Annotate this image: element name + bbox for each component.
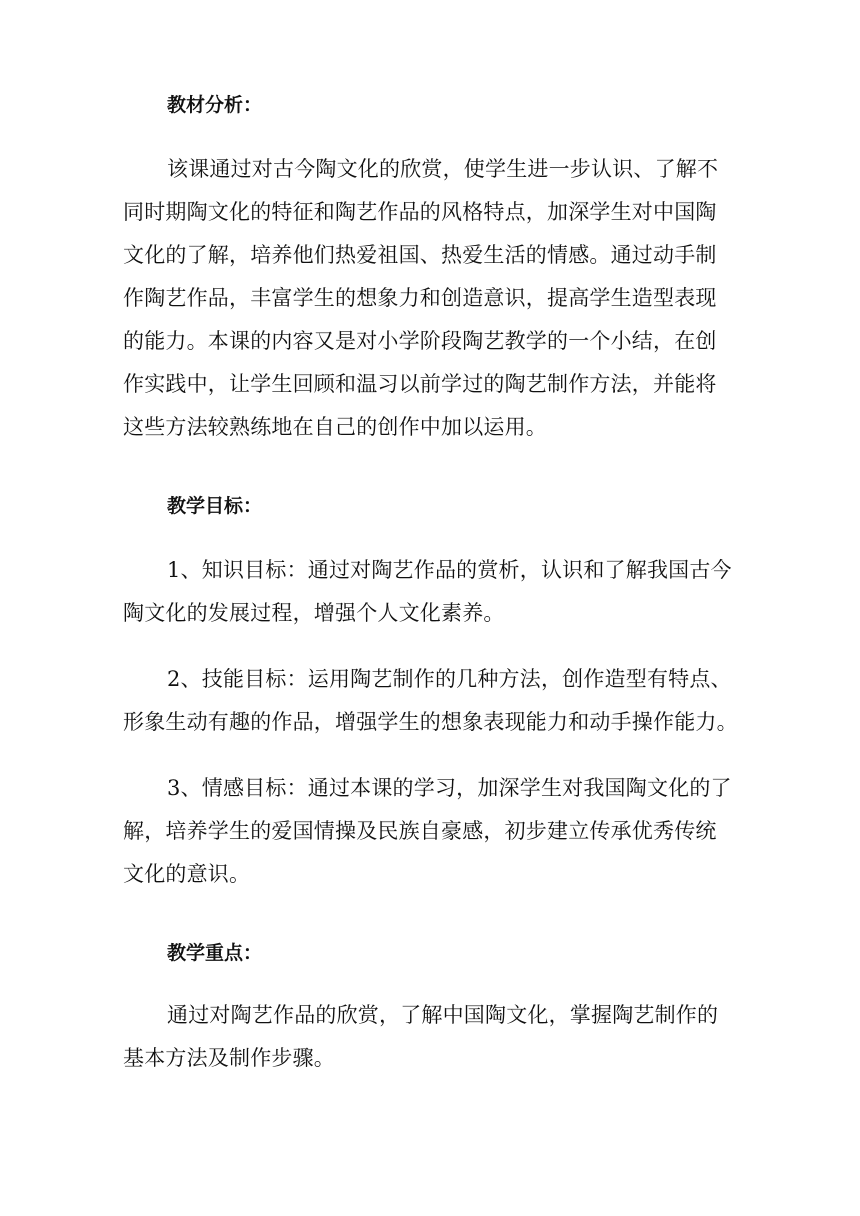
paragraph-line: 的能力。本课的内容又是对小学阶段陶艺教学的一个小结，在创 <box>123 329 717 353</box>
section-heading-objectives: 教学目标： <box>167 495 263 517</box>
paragraph-line: 陶文化的发展过程，增强个人文化素养。 <box>123 601 505 625</box>
paragraph-line: 3、情感目标：通过本课的学习，加深学生对我国陶文化的了 <box>167 776 732 800</box>
section-heading-key-points: 教学重点： <box>167 942 263 964</box>
paragraph-line: 1、知识目标：通过对陶艺作品的赏析，认识和了解我国古今 <box>167 558 732 582</box>
paragraph-line: 这些方法较熟练地在自己的创作中加以运用。 <box>123 415 547 439</box>
paragraph-line: 该课通过对古今陶文化的欣赏，使学生进一步认识、了解不 <box>167 157 719 181</box>
paragraph-line: 2、技能目标：运用陶艺制作的几种方法，创作造型有特点、 <box>167 667 732 691</box>
paragraph-line: 形象生动有趣的作品，增强学生的想象表现能力和动手操作能力。 <box>123 710 738 734</box>
paragraph-line: 作陶艺作品，丰富学生的想象力和创造意识，提高学生造型表现 <box>123 286 717 310</box>
paragraph-line: 通过对陶艺作品的欣赏，了解中国陶文化，掌握陶艺制作的 <box>167 1003 719 1027</box>
paragraph-line: 文化的了解，培养他们热爱祖国、热爱生活的情感。通过动手制 <box>123 243 717 267</box>
section-heading-analysis: 教材分析： <box>167 94 263 116</box>
paragraph-line: 作实践中，让学生回顾和温习以前学过的陶艺制作方法，并能将 <box>123 372 717 396</box>
paragraph-line: 文化的意识。 <box>123 862 251 886</box>
paragraph-line: 基本方法及制作步骤。 <box>123 1046 335 1070</box>
paragraph-line: 解，培养学生的爱国情操及民族自豪感，初步建立传承优秀传统 <box>123 819 717 843</box>
paragraph-line: 同时期陶文化的特征和陶艺作品的风格特点，加深学生对中国陶 <box>123 200 717 224</box>
